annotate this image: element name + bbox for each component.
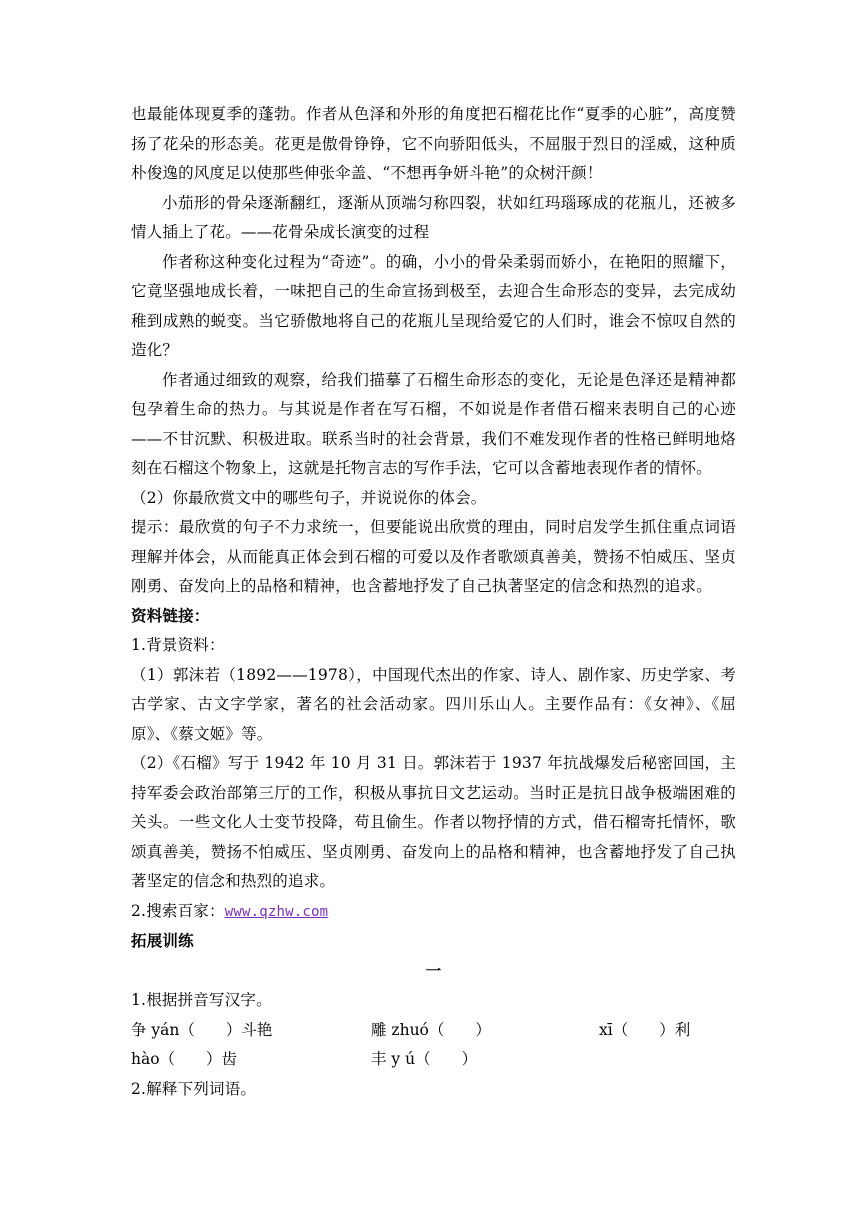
- analysis-paragraph-3: 作者称这种变化过程为“奇迹”。的确，小小的骨朵柔弱而娇小，在艳阳的照耀下，它竟坚强地成长着，一味把自己的生命宣扬到极至，去迎合生命形态的变异，去完成幼稚到成熟的蜕变。当它骄傲地将自己的花瓶儿呈现给爱它的人们时，谁会不惊叹自然的造化？: [131, 252, 736, 359]
- pinyin-item: hào（ ）齿: [131, 1050, 238, 1068]
- pinyin-item: xī（ ）利: [599, 1020, 691, 1039]
- search-line: [131, 897, 736, 928]
- pinyin-item: 争 yán（ ）斗艳: [131, 1020, 273, 1039]
- background-item-1: （1）郭沫若（1892——1978），中国现代杰出的作家、诗人、剧作家、历史学家、考古学家、古文字学家，著名的社会活动家。四川乐山人。主要作品有：《女神》、《屈原》、《蔡文姬》等。: [131, 665, 736, 743]
- background-heading: 1.背景资料：: [131, 636, 225, 654]
- pinyin-item: 丰 y ú（ ）: [371, 1050, 478, 1068]
- task-1: 1.根据拼音写汉字。: [131, 991, 272, 1009]
- hint-paragraph: 提示：最欣赏的句子不力求统一，但要能说出欣赏的理由，同时启发学生抓住重点词语理解并体会，从而能真正体会到石榴的可爱以及作者歌颂真善美，赞扬不怕威压、坚贞刚勇、奋发向上的品格和精神，也含蓄地抒发了自己执著坚定的信念和热烈的追求。: [131, 518, 736, 595]
- pinyin-row-2: [131, 1045, 736, 1075]
- background-item-2: （2）《石榴》写于 1942 年 10 月 31 日。郭沫若于 1937 年抗战爆发后秘密回国，主持军委会政治部第三厅的工作，积极从事抗日文艺运动。当时正是抗日战争极端困难的关头。一些文化人士变节投降，苟且偷生。作者以物抒情的方式，借石榴寄托情怀，歌颂真善美，赞扬不怕威压、坚贞刚勇、奋发向上的品格和精神，也含蓄地抒发了自己执著坚定的信念和热烈的追求。: [131, 754, 736, 890]
- analysis-paragraph-1: 也最能体现夏季的蓬勃。作者从色泽和外形的角度把石榴花比作“夏季的心脏”，高度赞扬了花朵的形态美。花更是傲骨铮铮，它不向骄阳低头，不屈服于烈日的淫威，这种质朴俊逸的风度足以使那些伸张伞盖、“不想再争妍斗艳”的众树汗颜！: [131, 105, 736, 182]
- training-heading: 拓展训练: [131, 932, 194, 950]
- section-one-heading: 一: [425, 961, 442, 980]
- analysis-paragraph-4: 作者通过细致的观察，给我们描摹了石榴生命形态的变化，无论是色泽还是精神都包孕着生命的热力。与其说是作者在写石榴，不如说是作者借石榴来表明自己的心迹——不甘沉默、积极进取。联系当时的社会背景，我们不难发现作者的性格已鲜明地烙刻在石榴这个物象上，这就是托物言志的写作手法，它可以含蓄地表现作者的情怀。: [131, 370, 736, 477]
- resources-heading: 资料链接：: [131, 606, 210, 625]
- pinyin-item: 雕 zhuó（ ）: [371, 1020, 491, 1039]
- pinyin-row-1: [131, 1016, 736, 1046]
- search-link[interactable]: www.qzhw.com: [224, 903, 329, 920]
- search-label: 2.搜索百家：: [131, 901, 225, 920]
- task-2: 2.解释下列词语。: [131, 1079, 257, 1098]
- analysis-paragraph-2: 小茄形的骨朵逐渐翻红，逐渐从顶端匀称四裂，状如红玛瑙琢成的花瓶儿，还被多情人插上了花。——花骨朵成长演变的过程: [131, 193, 736, 241]
- question-2: （2）你最欣赏文中的哪些句子，并说说你的体会。: [131, 488, 487, 507]
- document-page: [131, 100, 736, 1104]
